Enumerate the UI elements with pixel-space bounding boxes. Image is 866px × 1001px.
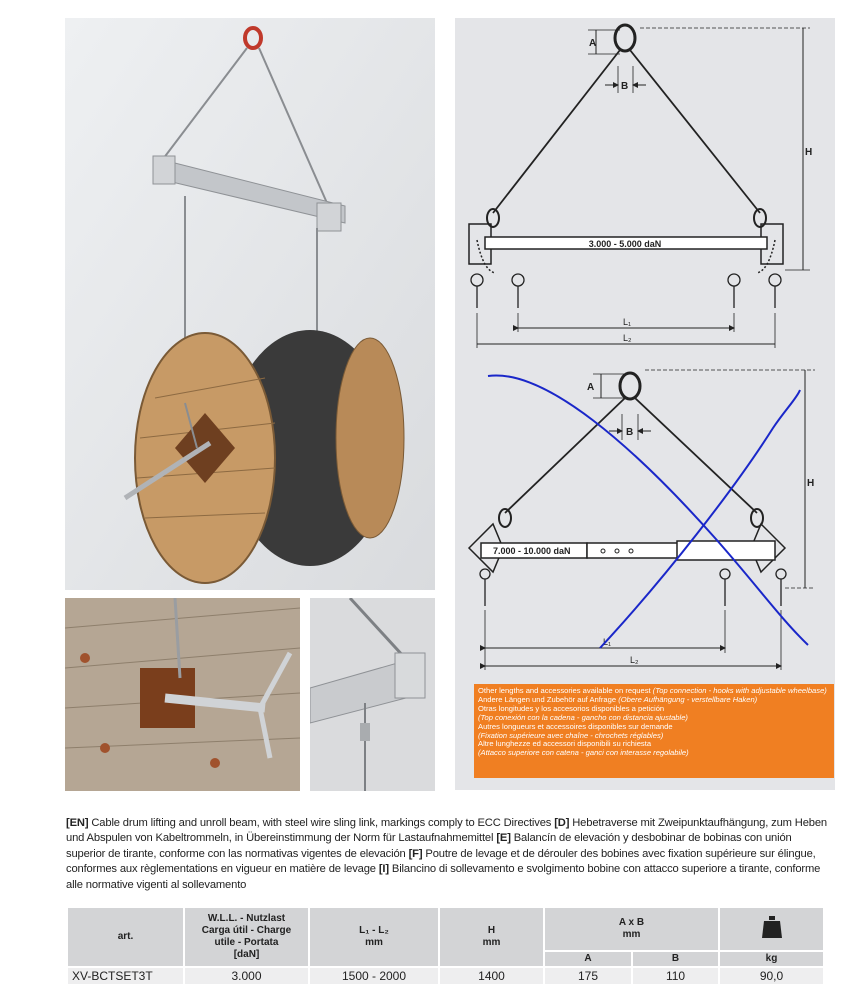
- bottom-diagram: [469, 370, 815, 670]
- top-dimension-h-label: H: [805, 147, 813, 158]
- cable-drum-beam-photo: [65, 18, 435, 590]
- header-l1-l2: L₁ - L₂ mm: [309, 907, 439, 967]
- note-line: Altre lunghezze ed accessori disponibili su richiesta: [478, 739, 652, 749]
- availability-note: [474, 684, 834, 778]
- header-art: art.: [67, 907, 184, 967]
- specification-table: [66, 906, 825, 986]
- top-dimension-l2-label: L₂: [623, 333, 632, 343]
- dimension-diagram-svg: [455, 18, 835, 790]
- note-line: (Top conexión con la cadena - gancho con distancia ajustable): [478, 712, 688, 722]
- cell-h: 1400: [439, 967, 544, 985]
- beam-end-closeup-photo: [310, 598, 435, 791]
- weight-icon: [761, 915, 783, 939]
- header-kg: kg: [719, 951, 824, 967]
- cell-art: XV-BCTSET3T: [67, 967, 184, 985]
- bottom-dimension-b-label: B: [626, 427, 634, 438]
- dimension-diagrams: [455, 18, 835, 790]
- top-dimension-l1-label: L₁: [623, 317, 632, 327]
- note-line: (Attacco superiore con catena - ganci con interasse regolabile): [478, 748, 689, 758]
- cell-b: 110: [632, 967, 719, 985]
- header-b: B: [632, 951, 719, 967]
- note-line: (Fixation supérieure avec chaîne - chrochets réglables): [478, 730, 664, 740]
- cell-l: 1500 - 2000: [309, 967, 439, 985]
- top-diagram: [469, 25, 812, 348]
- header-weight: [719, 907, 824, 951]
- bottom-dimension-a-label: A: [587, 382, 595, 393]
- top-dimension-b-label: B: [621, 81, 629, 92]
- drum-shaft-closeup-photo: [65, 598, 300, 791]
- product-description: [EN] Cable drum lifting and unroll beam, with steel wire sling link, markings comply to ECC Directives [D] Hebetraverse mit Zweipunktaufhängung, zum Heben und Abspulen von Kabeltrommeln, in Übereinstimmung der Norm für Lastaufnahmemittel [E] Balancín de elevación y desbobinar de bobinas con unión superior de tirante, conforme con las normativas vigentes de elevación [F] Poutre de levage et de dérouler des bobines avec fixation supérieure sur élingue, conformes aux règlementations en vigueur en matière de levage [I] Bilancino di sollevamento e svolgimento bobine con attacco superiore a tirante, conforme alle normative vigenti al sollevamento: [66, 817, 827, 891]
- bottom-dimension-l2-label: L₂: [630, 655, 639, 665]
- note-line: Otras longitudes y los accesorios disponibles a petición: [478, 703, 665, 713]
- header-h: H mm: [439, 907, 544, 967]
- header-wll: W.L.L. - Nutzlast Carga útil - Charge utile - Portata [daN]: [184, 907, 309, 967]
- note-line: Autres longueurs et accessoires disponibles sur demande: [478, 721, 673, 731]
- cell-a: 175: [544, 967, 632, 985]
- bottom-dimension-l1-label: L₁: [603, 637, 612, 647]
- note-line: Other lengths and accessories available on request (Top connection - hooks with adjustable wheelbase): [478, 686, 827, 695]
- bottom-capacity-label: 7.000 - 10.000 daN: [493, 546, 571, 556]
- top-dimension-a-label: A: [589, 38, 597, 49]
- cell-kg: 90,0: [719, 967, 824, 985]
- cell-wll: 3.000: [184, 967, 309, 985]
- bottom-dimension-h-label: H: [807, 478, 815, 489]
- header-a: A: [544, 951, 632, 967]
- top-capacity-label: 3.000 - 5.000 daN: [588, 239, 662, 249]
- table-row: [67, 967, 824, 985]
- note-line: Andere Längen und Zubehör auf Anfrage (Obere Aufhängung - verstellbare Haken): [478, 694, 758, 704]
- header-a-x-b: A x B mm: [544, 907, 719, 951]
